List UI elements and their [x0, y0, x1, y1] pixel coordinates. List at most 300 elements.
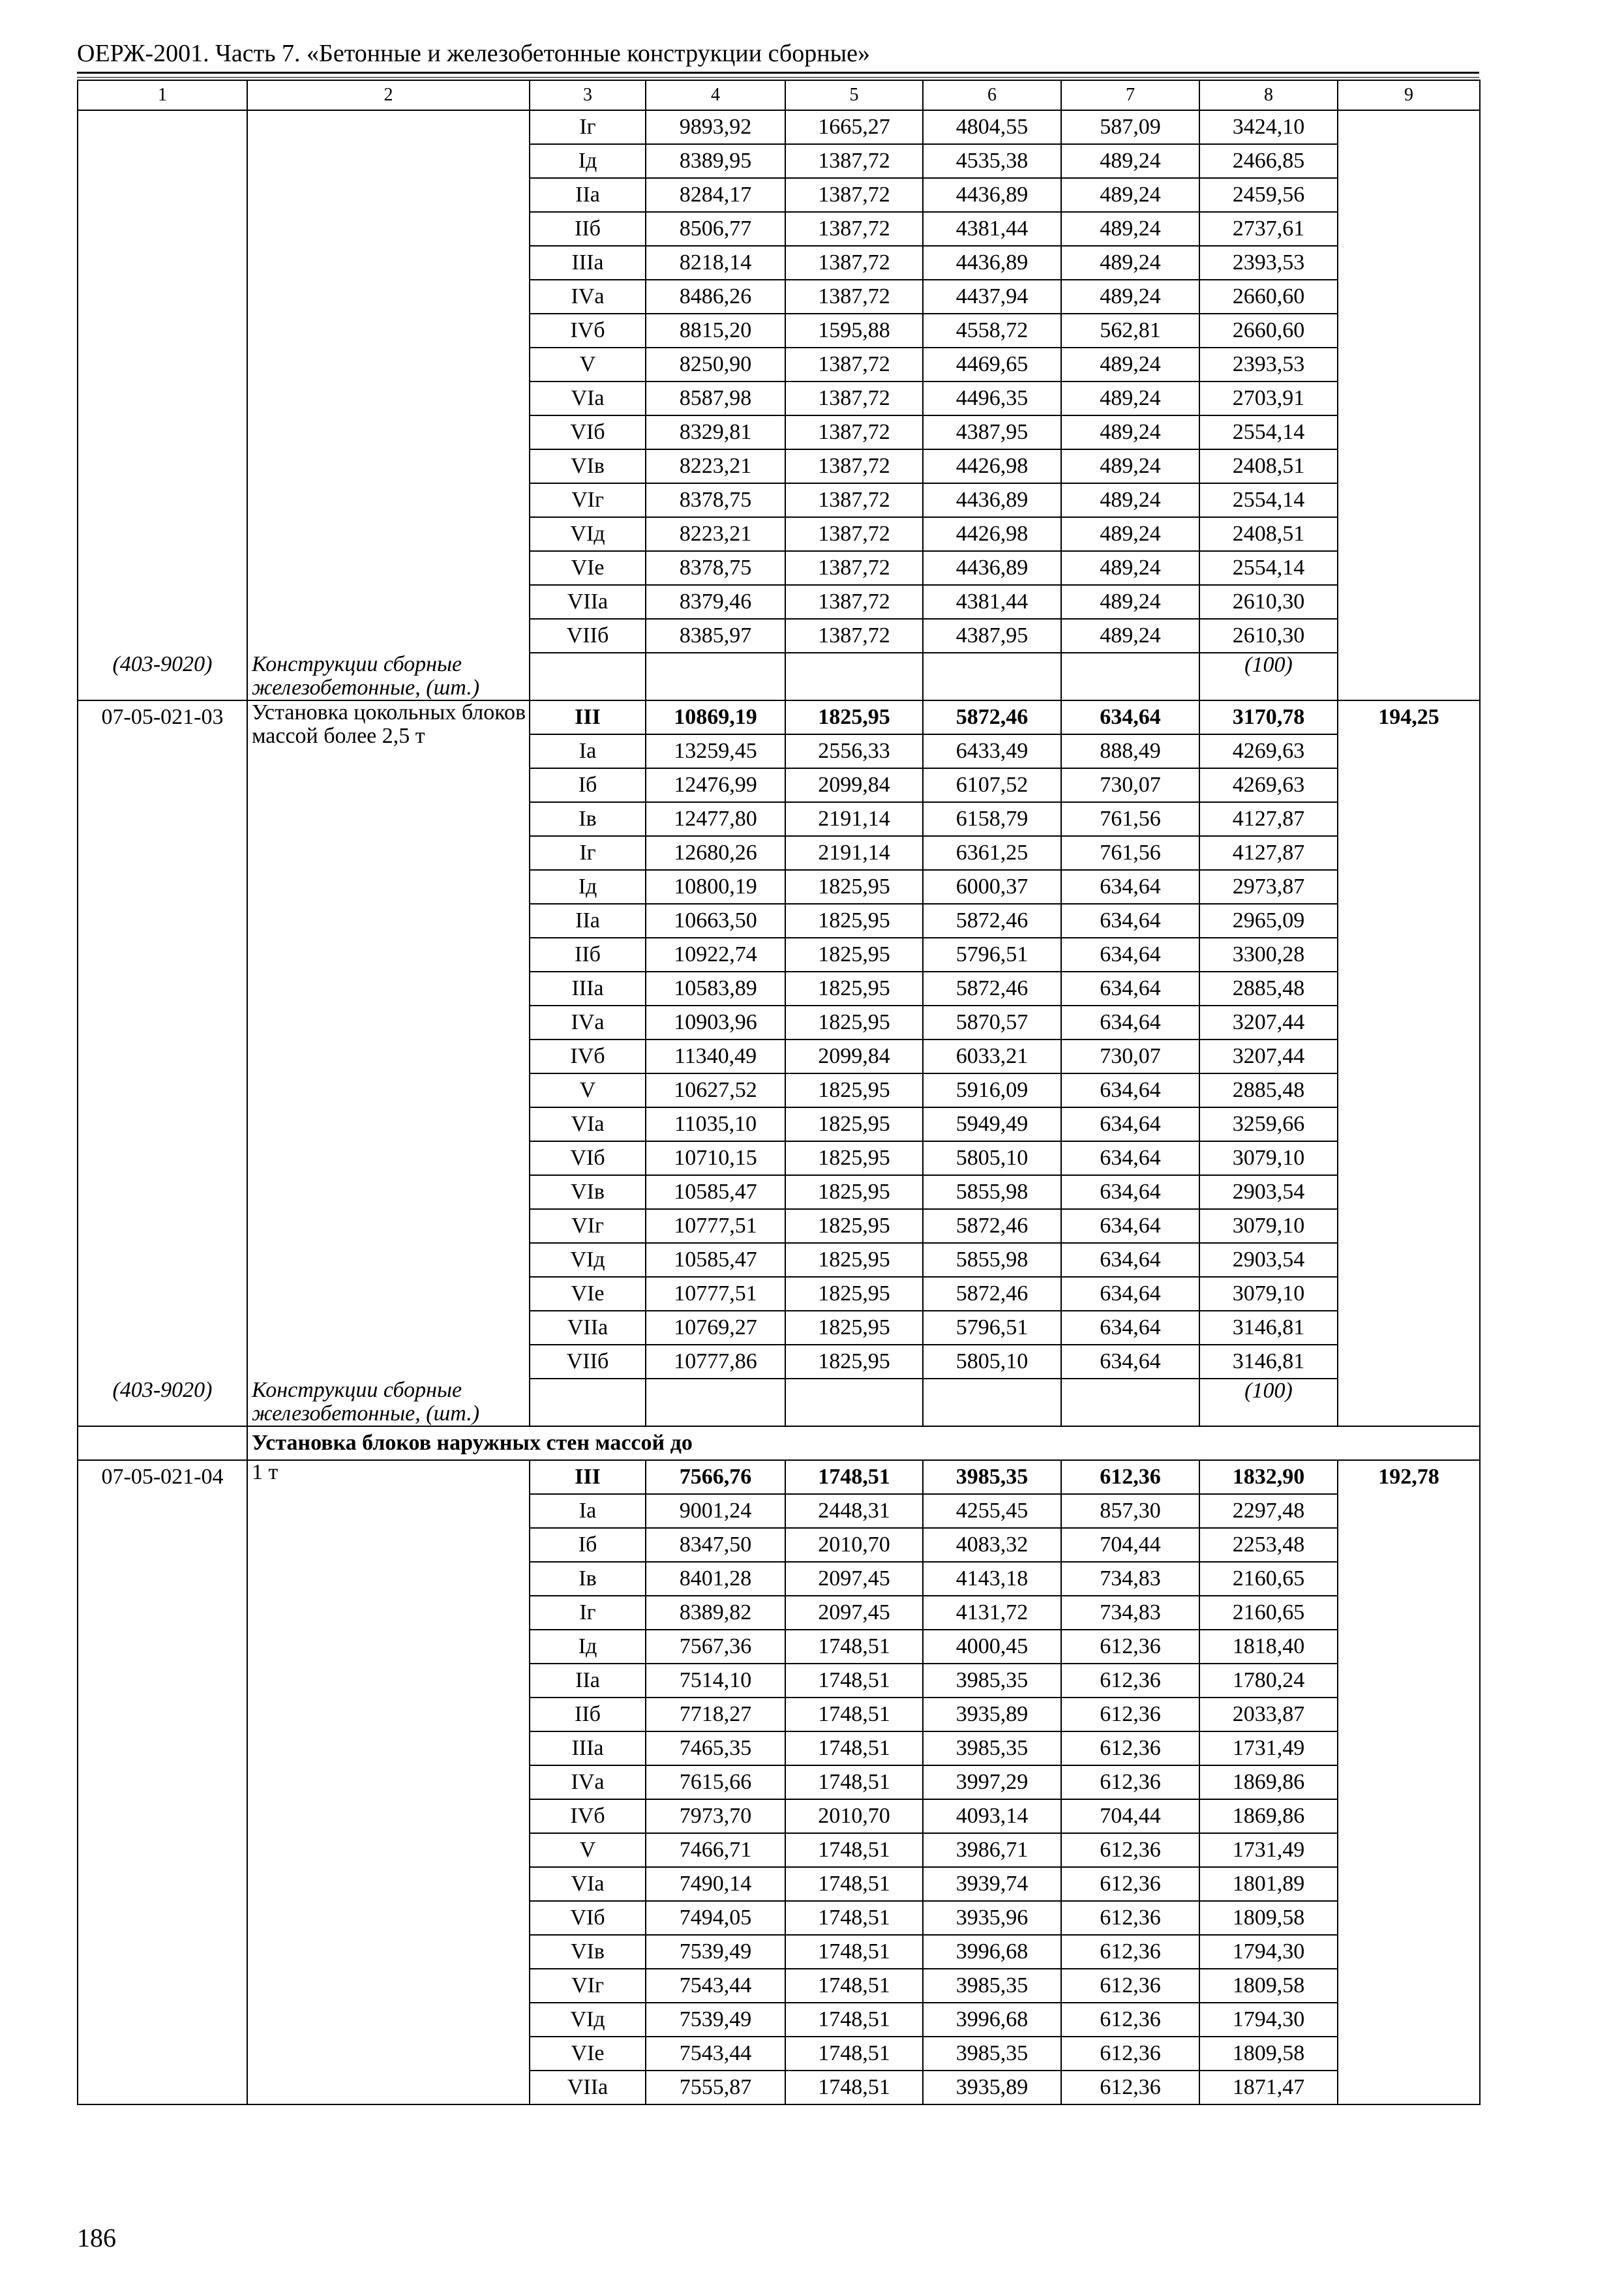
rate-row [78, 700, 1480, 734]
value-cell: 1748,51 [785, 1630, 923, 1664]
value-cell: 12680,26 [646, 836, 785, 870]
value-cell: 7718,27 [646, 1698, 785, 1731]
zone-cell: IVб [530, 1040, 646, 1073]
value-cell: 4496,35 [923, 382, 1061, 415]
column-number-row [78, 80, 1480, 110]
value-cell: 8347,50 [646, 1528, 785, 1562]
value-cell: 8401,28 [646, 1562, 785, 1596]
value-cell: 1869,86 [1199, 1799, 1338, 1833]
value-cell: 1387,72 [785, 415, 923, 449]
value-cell: 12476,99 [646, 768, 785, 802]
value-cell: 4804,55 [923, 110, 1061, 144]
zone-cell: VIг [530, 1969, 646, 2003]
column-number: 6 [923, 80, 1061, 110]
value-cell: 1748,51 [785, 1765, 923, 1799]
value-cell: 11035,10 [646, 1107, 785, 1141]
value-cell: 1387,72 [785, 483, 923, 517]
zone-cell: VIа [530, 1107, 646, 1141]
value-cell: 562,81 [1061, 314, 1199, 348]
value-cell: 10769,27 [646, 1311, 785, 1345]
value-cell: 2554,14 [1199, 415, 1338, 449]
value-cell: 2393,53 [1199, 246, 1338, 280]
value-cell: 5855,98 [923, 1175, 1061, 1209]
value-cell: 1748,51 [785, 1867, 923, 1901]
value-cell: 1748,51 [785, 2003, 923, 2037]
value-cell: 1825,95 [785, 972, 923, 1006]
zone-cell: Iв [530, 802, 646, 836]
value-cell: 4436,89 [923, 483, 1061, 517]
note-value: (100) [1199, 653, 1338, 700]
value-cell: 1825,95 [785, 1073, 923, 1107]
value-cell: 612,36 [1061, 2003, 1199, 2037]
value-cell: 489,24 [1061, 517, 1199, 551]
value-cell: 730,07 [1061, 768, 1199, 802]
value-cell: 489,24 [1061, 246, 1199, 280]
value-cell: 1794,30 [1199, 2003, 1338, 2037]
value-cell: 612,36 [1061, 1935, 1199, 1969]
value-cell: 4436,89 [923, 178, 1061, 212]
value-cell: 1825,95 [785, 1243, 923, 1277]
note-empty-cell [646, 1379, 785, 1426]
value-cell: 3985,35 [923, 2037, 1061, 2071]
column-number: 2 [247, 80, 530, 110]
value-cell: 1387,72 [785, 551, 923, 585]
value-cell: 5796,51 [923, 1311, 1061, 1345]
value-cell: 612,36 [1061, 1630, 1199, 1664]
value-cell: 1825,95 [785, 904, 923, 938]
value-cell: 489,24 [1061, 619, 1199, 653]
value-cell: 1809,58 [1199, 2037, 1338, 2071]
value-cell: 1825,95 [785, 1345, 923, 1379]
value-cell: 1825,95 [785, 938, 923, 972]
zone-cell: III [530, 700, 646, 734]
zone-cell: VIIа [530, 585, 646, 619]
value-cell: 5872,46 [923, 904, 1061, 938]
value-cell: 3079,10 [1199, 1277, 1338, 1311]
zone-cell: VIIб [530, 1345, 646, 1379]
value-cell: 1780,24 [1199, 1664, 1338, 1698]
value-cell: 5872,46 [923, 1209, 1061, 1243]
value-cell: 10777,86 [646, 1345, 785, 1379]
value-cell: 4093,14 [923, 1799, 1061, 1833]
zone-cell: V [530, 1073, 646, 1107]
value-cell: 10585,47 [646, 1243, 785, 1277]
value-cell: 1748,51 [785, 1664, 923, 1698]
resource-note-row [78, 653, 1480, 700]
value-cell: 2965,09 [1199, 904, 1338, 938]
value-cell: 761,56 [1061, 836, 1199, 870]
value-cell: 489,24 [1061, 483, 1199, 517]
zone-cell: IIа [530, 904, 646, 938]
value-cell: 489,24 [1061, 178, 1199, 212]
value-cell: 1825,95 [785, 1175, 923, 1209]
value-cell: 1387,72 [785, 517, 923, 551]
value-cell: 6433,49 [923, 734, 1061, 768]
column-number: 5 [785, 80, 923, 110]
value-cell: 7615,66 [646, 1765, 785, 1799]
value-cell: 7543,44 [646, 1969, 785, 2003]
value-cell: 6033,21 [923, 1040, 1061, 1073]
value-cell: 587,09 [1061, 110, 1199, 144]
value-cell: 7567,36 [646, 1630, 785, 1664]
value-cell: 1387,72 [785, 585, 923, 619]
value-cell: 2660,60 [1199, 314, 1338, 348]
value-cell: 3146,81 [1199, 1345, 1338, 1379]
zone-cell: VIе [530, 1277, 646, 1311]
value-cell: 4535,38 [923, 144, 1061, 178]
value-cell: 634,64 [1061, 700, 1199, 734]
value-cell: 5805,10 [923, 1141, 1061, 1175]
value-cell: 5870,57 [923, 1006, 1061, 1040]
value-cell: 489,24 [1061, 280, 1199, 314]
note-empty-cell [1061, 1379, 1199, 1426]
zone-cell: VIб [530, 1901, 646, 1935]
note-value: (100) [1199, 1379, 1338, 1426]
value-cell: 2903,54 [1199, 1243, 1338, 1277]
value-cell: 4426,98 [923, 449, 1061, 483]
value-cell: 489,24 [1061, 551, 1199, 585]
rates-table-body [78, 80, 1480, 2104]
value-cell: 2097,45 [785, 1596, 923, 1630]
value-cell: 704,44 [1061, 1799, 1199, 1833]
value-cell: 612,36 [1061, 1901, 1199, 1935]
value-cell: 1809,58 [1199, 1969, 1338, 2003]
value-cell: 3996,68 [923, 2003, 1061, 2037]
zone-cell: IVб [530, 1799, 646, 1833]
value-cell: 634,64 [1061, 1277, 1199, 1311]
value-cell: 2010,70 [785, 1799, 923, 1833]
value-cell: 3424,10 [1199, 110, 1338, 144]
value-cell: 1387,72 [785, 280, 923, 314]
note-empty-cell [530, 653, 646, 700]
value-cell: 1748,51 [785, 1698, 923, 1731]
zone-cell: VIб [530, 415, 646, 449]
value-cell: 4436,89 [923, 246, 1061, 280]
value-cell: 1825,95 [785, 700, 923, 734]
value-cell: 612,36 [1061, 1765, 1199, 1799]
zone-cell: V [530, 1833, 646, 1867]
value-cell: 634,64 [1061, 1243, 1199, 1277]
value-cell: 888,49 [1061, 734, 1199, 768]
note-empty-cell [1061, 653, 1199, 700]
value-cell: 1825,95 [785, 1277, 923, 1311]
value-cell: 5916,09 [923, 1073, 1061, 1107]
note-text: Конструкции сборные железобетонные, (шт.) [247, 1379, 530, 1426]
rate-description [247, 110, 530, 653]
value-cell: 1825,95 [785, 870, 923, 904]
rate-code [78, 110, 247, 653]
value-cell: 2885,48 [1199, 1073, 1338, 1107]
value-cell: 3300,28 [1199, 938, 1338, 972]
col9-value [1338, 110, 1480, 700]
value-cell: 1665,27 [785, 110, 923, 144]
value-cell: 7973,70 [646, 1799, 785, 1833]
value-cell: 11340,49 [646, 1040, 785, 1073]
value-cell: 5796,51 [923, 938, 1061, 972]
value-cell: 2703,91 [1199, 382, 1338, 415]
value-cell: 8223,21 [646, 517, 785, 551]
value-cell: 7514,10 [646, 1664, 785, 1698]
value-cell: 3985,35 [923, 1460, 1061, 1494]
value-cell: 4387,95 [923, 619, 1061, 653]
value-cell: 1748,51 [785, 1901, 923, 1935]
zone-cell: Iд [530, 144, 646, 178]
value-cell: 3259,66 [1199, 1107, 1338, 1141]
value-cell: 5855,98 [923, 1243, 1061, 1277]
zone-cell: Iг [530, 1596, 646, 1630]
value-cell: 761,56 [1061, 802, 1199, 836]
value-cell: 634,64 [1061, 1209, 1199, 1243]
value-cell: 4131,72 [923, 1596, 1061, 1630]
value-cell: 1387,72 [785, 144, 923, 178]
value-cell: 2191,14 [785, 802, 923, 836]
value-cell: 634,64 [1061, 1345, 1199, 1379]
value-cell: 1748,51 [785, 1969, 923, 2003]
zone-cell: IIIа [530, 246, 646, 280]
value-cell: 730,07 [1061, 1040, 1199, 1073]
value-cell: 2554,14 [1199, 551, 1338, 585]
zone-cell: IVб [530, 314, 646, 348]
value-cell: 3997,29 [923, 1765, 1061, 1799]
column-number: 3 [530, 80, 646, 110]
value-cell: 1387,72 [785, 212, 923, 246]
value-cell: 634,64 [1061, 938, 1199, 972]
value-cell: 4127,87 [1199, 802, 1338, 836]
zone-cell: Iа [530, 734, 646, 768]
value-cell: 3146,81 [1199, 1311, 1338, 1345]
value-cell: 734,83 [1061, 1562, 1199, 1596]
value-cell: 8218,14 [646, 246, 785, 280]
value-cell: 1809,58 [1199, 1901, 1338, 1935]
value-cell: 634,64 [1061, 904, 1199, 938]
value-cell: 704,44 [1061, 1528, 1199, 1562]
zone-cell: VIг [530, 483, 646, 517]
value-cell: 2191,14 [785, 836, 923, 870]
value-cell: 4000,45 [923, 1630, 1061, 1664]
value-cell: 8250,90 [646, 348, 785, 382]
value-cell: 634,64 [1061, 972, 1199, 1006]
column-number: 4 [646, 80, 785, 110]
value-cell: 10583,89 [646, 972, 785, 1006]
section-title-row [78, 1426, 1480, 1460]
value-cell: 1869,86 [1199, 1765, 1338, 1799]
value-cell: 13259,45 [646, 734, 785, 768]
value-cell: 3985,35 [923, 1731, 1061, 1765]
zone-cell: IIб [530, 938, 646, 972]
value-cell: 1825,95 [785, 1006, 923, 1040]
rate-row [78, 110, 1480, 144]
value-cell: 8486,26 [646, 280, 785, 314]
value-cell: 634,64 [1061, 1311, 1199, 1345]
value-cell: 10800,19 [646, 870, 785, 904]
zone-cell: IVа [530, 1006, 646, 1040]
column-number: 9 [1338, 80, 1480, 110]
value-cell: 2556,33 [785, 734, 923, 768]
value-cell: 4381,44 [923, 585, 1061, 619]
value-cell: 612,36 [1061, 1664, 1199, 1698]
zone-cell: VIе [530, 2037, 646, 2071]
value-cell: 1832,90 [1199, 1460, 1338, 1494]
value-cell: 4269,63 [1199, 734, 1338, 768]
value-cell: 489,24 [1061, 382, 1199, 415]
value-cell: 489,24 [1061, 348, 1199, 382]
value-cell: 3935,89 [923, 2071, 1061, 2104]
value-cell: 4381,44 [923, 212, 1061, 246]
value-cell: 857,30 [1061, 1494, 1199, 1528]
value-cell: 1731,49 [1199, 1731, 1338, 1765]
value-cell: 3985,35 [923, 1969, 1061, 2003]
value-cell: 2160,65 [1199, 1562, 1338, 1596]
value-cell: 2010,70 [785, 1528, 923, 1562]
value-cell: 1748,51 [785, 2037, 923, 2071]
value-cell: 10903,96 [646, 1006, 785, 1040]
value-cell: 1825,95 [785, 1209, 923, 1243]
value-cell: 6361,25 [923, 836, 1061, 870]
value-cell: 4127,87 [1199, 836, 1338, 870]
value-cell: 6158,79 [923, 802, 1061, 836]
value-cell: 8223,21 [646, 449, 785, 483]
value-cell: 612,36 [1061, 1969, 1199, 2003]
value-cell: 4436,89 [923, 551, 1061, 585]
value-cell: 1387,72 [785, 348, 923, 382]
value-cell: 2973,87 [1199, 870, 1338, 904]
note-empty-cell [923, 1379, 1061, 1426]
value-cell: 4558,72 [923, 314, 1061, 348]
value-cell: 8378,75 [646, 483, 785, 517]
value-cell: 2097,45 [785, 1562, 923, 1596]
value-cell: 7494,05 [646, 1901, 785, 1935]
note-empty-cell [923, 653, 1061, 700]
zone-cell: IVа [530, 1765, 646, 1799]
value-cell: 2297,48 [1199, 1494, 1338, 1528]
value-cell: 2903,54 [1199, 1175, 1338, 1209]
value-cell: 3986,71 [923, 1833, 1061, 1867]
zone-cell: VIд [530, 1243, 646, 1277]
value-cell: 634,64 [1061, 1006, 1199, 1040]
value-cell: 1818,40 [1199, 1630, 1338, 1664]
value-cell: 8389,82 [646, 1596, 785, 1630]
note-empty-cell [530, 1379, 646, 1426]
column-number: 8 [1199, 80, 1338, 110]
value-cell: 4469,65 [923, 348, 1061, 382]
value-cell: 4143,18 [923, 1562, 1061, 1596]
value-cell: 489,24 [1061, 212, 1199, 246]
value-cell: 1748,51 [785, 1460, 923, 1494]
value-cell: 2610,30 [1199, 585, 1338, 619]
value-cell: 2660,60 [1199, 280, 1338, 314]
col9-value: 194,25 [1338, 700, 1480, 1426]
value-cell: 7490,14 [646, 1867, 785, 1901]
value-cell: 4269,63 [1199, 768, 1338, 802]
note-empty-cell [785, 653, 923, 700]
value-cell: 1748,51 [785, 2071, 923, 2104]
rate-code: 07-05-021-04 [78, 1460, 247, 2104]
value-cell: 612,36 [1061, 1698, 1199, 1731]
value-cell: 1748,51 [785, 1731, 923, 1765]
value-cell: 1748,51 [785, 1833, 923, 1867]
note-code: (403-9020) [78, 653, 247, 700]
value-cell: 7566,76 [646, 1460, 785, 1494]
value-cell: 612,36 [1061, 1460, 1199, 1494]
value-cell: 8389,95 [646, 144, 785, 178]
value-cell: 6000,37 [923, 870, 1061, 904]
zone-cell: IVа [530, 280, 646, 314]
zone-cell: VIIб [530, 619, 646, 653]
value-cell: 2885,48 [1199, 972, 1338, 1006]
zone-cell: VIв [530, 1175, 646, 1209]
note-empty-cell [785, 1379, 923, 1426]
value-cell: 1387,72 [785, 619, 923, 653]
value-cell: 1825,95 [785, 1107, 923, 1141]
value-cell: 2448,31 [785, 1494, 923, 1528]
zone-cell: Iб [530, 1528, 646, 1562]
value-cell: 489,24 [1061, 144, 1199, 178]
value-cell: 1801,89 [1199, 1867, 1338, 1901]
zone-cell: IIб [530, 1698, 646, 1731]
zone-cell: IIIа [530, 1731, 646, 1765]
value-cell: 2737,61 [1199, 212, 1338, 246]
value-cell: 634,64 [1061, 1141, 1199, 1175]
zone-cell: Iа [530, 1494, 646, 1528]
zone-cell: VIIа [530, 2071, 646, 2104]
zone-cell: VIв [530, 1935, 646, 1969]
value-cell: 4387,95 [923, 415, 1061, 449]
value-cell: 5805,10 [923, 1345, 1061, 1379]
header-rule [77, 72, 1479, 74]
zone-cell: Iв [530, 1562, 646, 1596]
value-cell: 8284,17 [646, 178, 785, 212]
value-cell: 3207,44 [1199, 1006, 1338, 1040]
value-cell: 8378,75 [646, 551, 785, 585]
value-cell: 9001,24 [646, 1494, 785, 1528]
value-cell: 10710,15 [646, 1141, 785, 1175]
value-cell: 1825,95 [785, 1311, 923, 1345]
value-cell: 12477,80 [646, 802, 785, 836]
rate-code: 07-05-021-03 [78, 700, 247, 1379]
value-cell: 4437,94 [923, 280, 1061, 314]
value-cell: 612,36 [1061, 1731, 1199, 1765]
value-cell: 2610,30 [1199, 619, 1338, 653]
value-cell: 10585,47 [646, 1175, 785, 1209]
value-cell: 489,24 [1061, 449, 1199, 483]
col9-value: 192,78 [1338, 1460, 1480, 2104]
zone-cell: VIв [530, 449, 646, 483]
value-cell: 3935,96 [923, 1901, 1061, 1935]
value-cell: 4426,98 [923, 517, 1061, 551]
zone-cell: Iд [530, 870, 646, 904]
zone-cell: VIа [530, 1867, 646, 1901]
value-cell: 8815,20 [646, 314, 785, 348]
value-cell: 2554,14 [1199, 483, 1338, 517]
note-text: Конструкции сборные железобетонные, (шт.) [247, 653, 530, 700]
zone-cell: VIб [530, 1141, 646, 1175]
value-cell: 7539,49 [646, 1935, 785, 1969]
value-cell: 8329,81 [646, 415, 785, 449]
value-cell: 489,24 [1061, 415, 1199, 449]
zone-cell: VIд [530, 2003, 646, 2037]
value-cell: 5872,46 [923, 1277, 1061, 1311]
zone-cell: IIа [530, 178, 646, 212]
value-cell: 2408,51 [1199, 449, 1338, 483]
value-cell: 4083,32 [923, 1528, 1061, 1562]
rate-description: Установка цокольных блоков массой более 2,5 т [247, 700, 530, 1379]
value-cell: 6107,52 [923, 768, 1061, 802]
zone-cell: Iг [530, 110, 646, 144]
value-cell: 10663,50 [646, 904, 785, 938]
value-cell: 3079,10 [1199, 1209, 1338, 1243]
zone-cell: IIIа [530, 972, 646, 1006]
value-cell: 3996,68 [923, 1935, 1061, 1969]
